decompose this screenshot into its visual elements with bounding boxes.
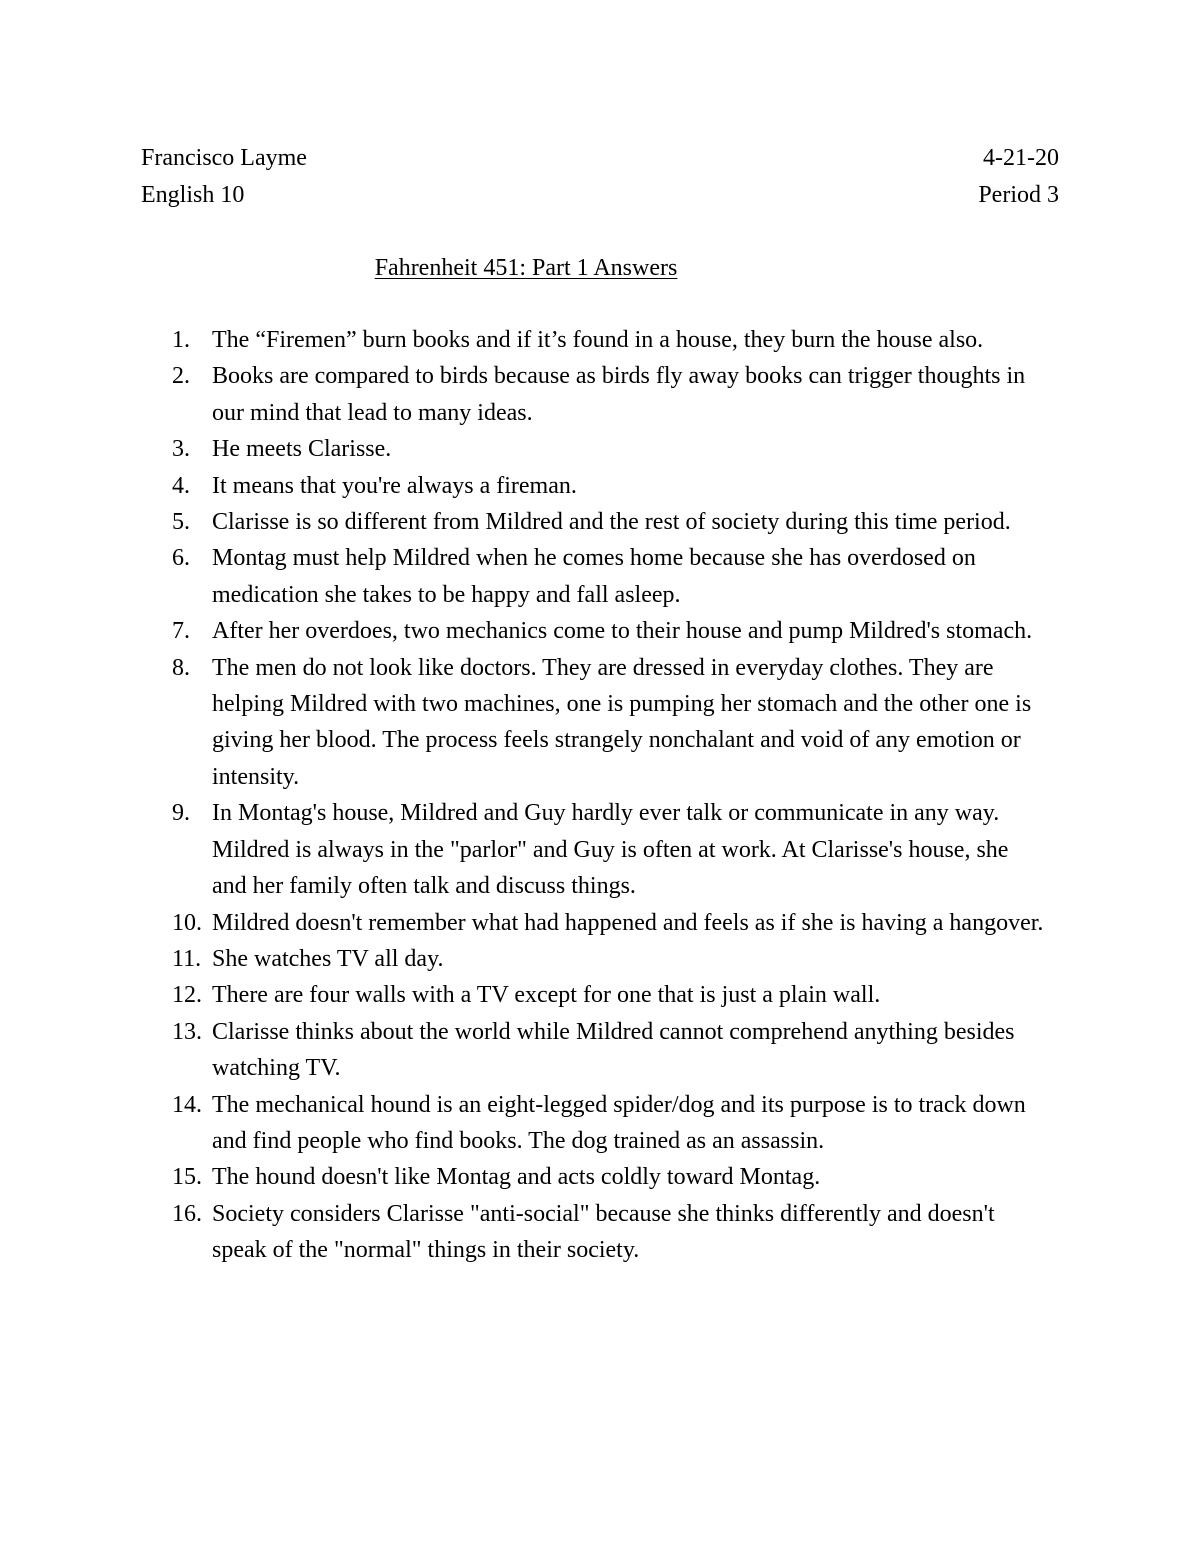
answer-number: 3.: [172, 436, 190, 463]
answer-text: He meets Clarisse.: [212, 436, 392, 463]
answer-number: 5.: [172, 509, 190, 536]
answer-number: 2.: [172, 363, 190, 390]
answer-item: [172, 905, 1072, 941]
header-row-top: [141, 140, 1059, 176]
header-row-bottom: [141, 177, 1059, 213]
answer-number: 7.: [172, 618, 190, 645]
document-date: 4-21-20: [983, 145, 1059, 171]
answer-item: [172, 1159, 1072, 1195]
student-name: Francisco Layme: [141, 145, 307, 171]
answer-number: 6.: [172, 545, 190, 572]
answer-text: Clarisse is so different from Mildred and the rest of society during this time period.: [212, 509, 1011, 536]
answer-number: 14.: [172, 1091, 202, 1118]
answer-item: [172, 358, 1072, 431]
answer-item: [172, 795, 1072, 904]
answer-number: 8.: [172, 654, 190, 681]
answer-item: [172, 468, 1072, 504]
answer-text: Clarisse thinks about the world while Mildred cannot comprehend anything besides watching TV.: [212, 1018, 1015, 1082]
answer-text: In Montag's house, Mildred and Guy hardly ever talk or communicate in any way. Mildred is always in the "parlor" and Guy is often at work. At Clarisse's house, she and her family often talk and discuss things.: [212, 800, 1009, 900]
class-period: Period 3: [978, 182, 1059, 208]
answer-text: The mechanical hound is an eight-legged spider/dog and its purpose is to track down and find people who find books. The dog trained as an assassin.: [212, 1091, 1026, 1154]
answer-number: 16.: [172, 1200, 202, 1227]
answer-item: [172, 613, 1072, 649]
answer-text: After her overdoes, two mechanics come to their house and pump Mildred's stomach.: [212, 618, 1033, 645]
answer-item: [172, 322, 1072, 358]
document-title: Fahrenheit 451: Part 1 Answers: [374, 255, 678, 281]
answer-text: The men do not look like doctors. They are dressed in everyday clothes. They are helping Mildred with two machines, one is pumping her stomach and the other one is giving her blood. The process feels strangely nonchalant and void of any emotion or intensity.: [212, 654, 1032, 790]
answer-number: 1.: [172, 327, 190, 353]
answer-number: 9.: [172, 800, 190, 827]
course-name: English 10: [141, 182, 245, 208]
answers-list: [172, 322, 1072, 1269]
answer-text: Books are compared to birds because as birds fly away books can trigger thoughts in our mind that lead to many ideas.: [212, 363, 1026, 426]
answer-item: [172, 977, 1072, 1013]
answer-item: [172, 1196, 1072, 1269]
answer-item: [172, 650, 1072, 796]
answer-text: It means that you're always a fireman.: [212, 472, 577, 499]
answer-item: [172, 504, 1072, 540]
answer-text: Society considers Clarisse "anti-social" because she thinks differently and doesn't speak of the "normal" things in their society.: [212, 1200, 995, 1264]
answer-number: 13.: [172, 1018, 202, 1045]
answer-item: [172, 431, 1072, 467]
answer-text: The hound doesn't like Montag and acts coldly toward Montag.: [212, 1164, 821, 1191]
answer-text: Mildred doesn't remember what had happened and feels as if she is having a hangover.: [212, 909, 1044, 936]
answer-text: The “Firemen” burn books and if it’s found in a house, they burn the house also.: [212, 327, 984, 353]
answer-text: Montag must help Mildred when he comes home because she has overdosed on medication she takes to be happy and fall asleep.: [212, 545, 976, 608]
answer-number: 15.: [172, 1164, 202, 1191]
answer-number: 10.: [172, 909, 202, 936]
answer-number: 12.: [172, 982, 202, 1009]
answer-number: 11.: [172, 945, 202, 972]
answer-item: [172, 540, 1072, 613]
answer-item: [172, 1014, 1072, 1087]
answer-text: She watches TV all day.: [212, 945, 444, 972]
answer-item: [172, 1087, 1072, 1160]
answer-item: [172, 941, 1072, 977]
answer-text: There are four walls with a TV except for one that is just a plain wall.: [212, 982, 881, 1009]
answer-number: 4.: [172, 472, 190, 499]
